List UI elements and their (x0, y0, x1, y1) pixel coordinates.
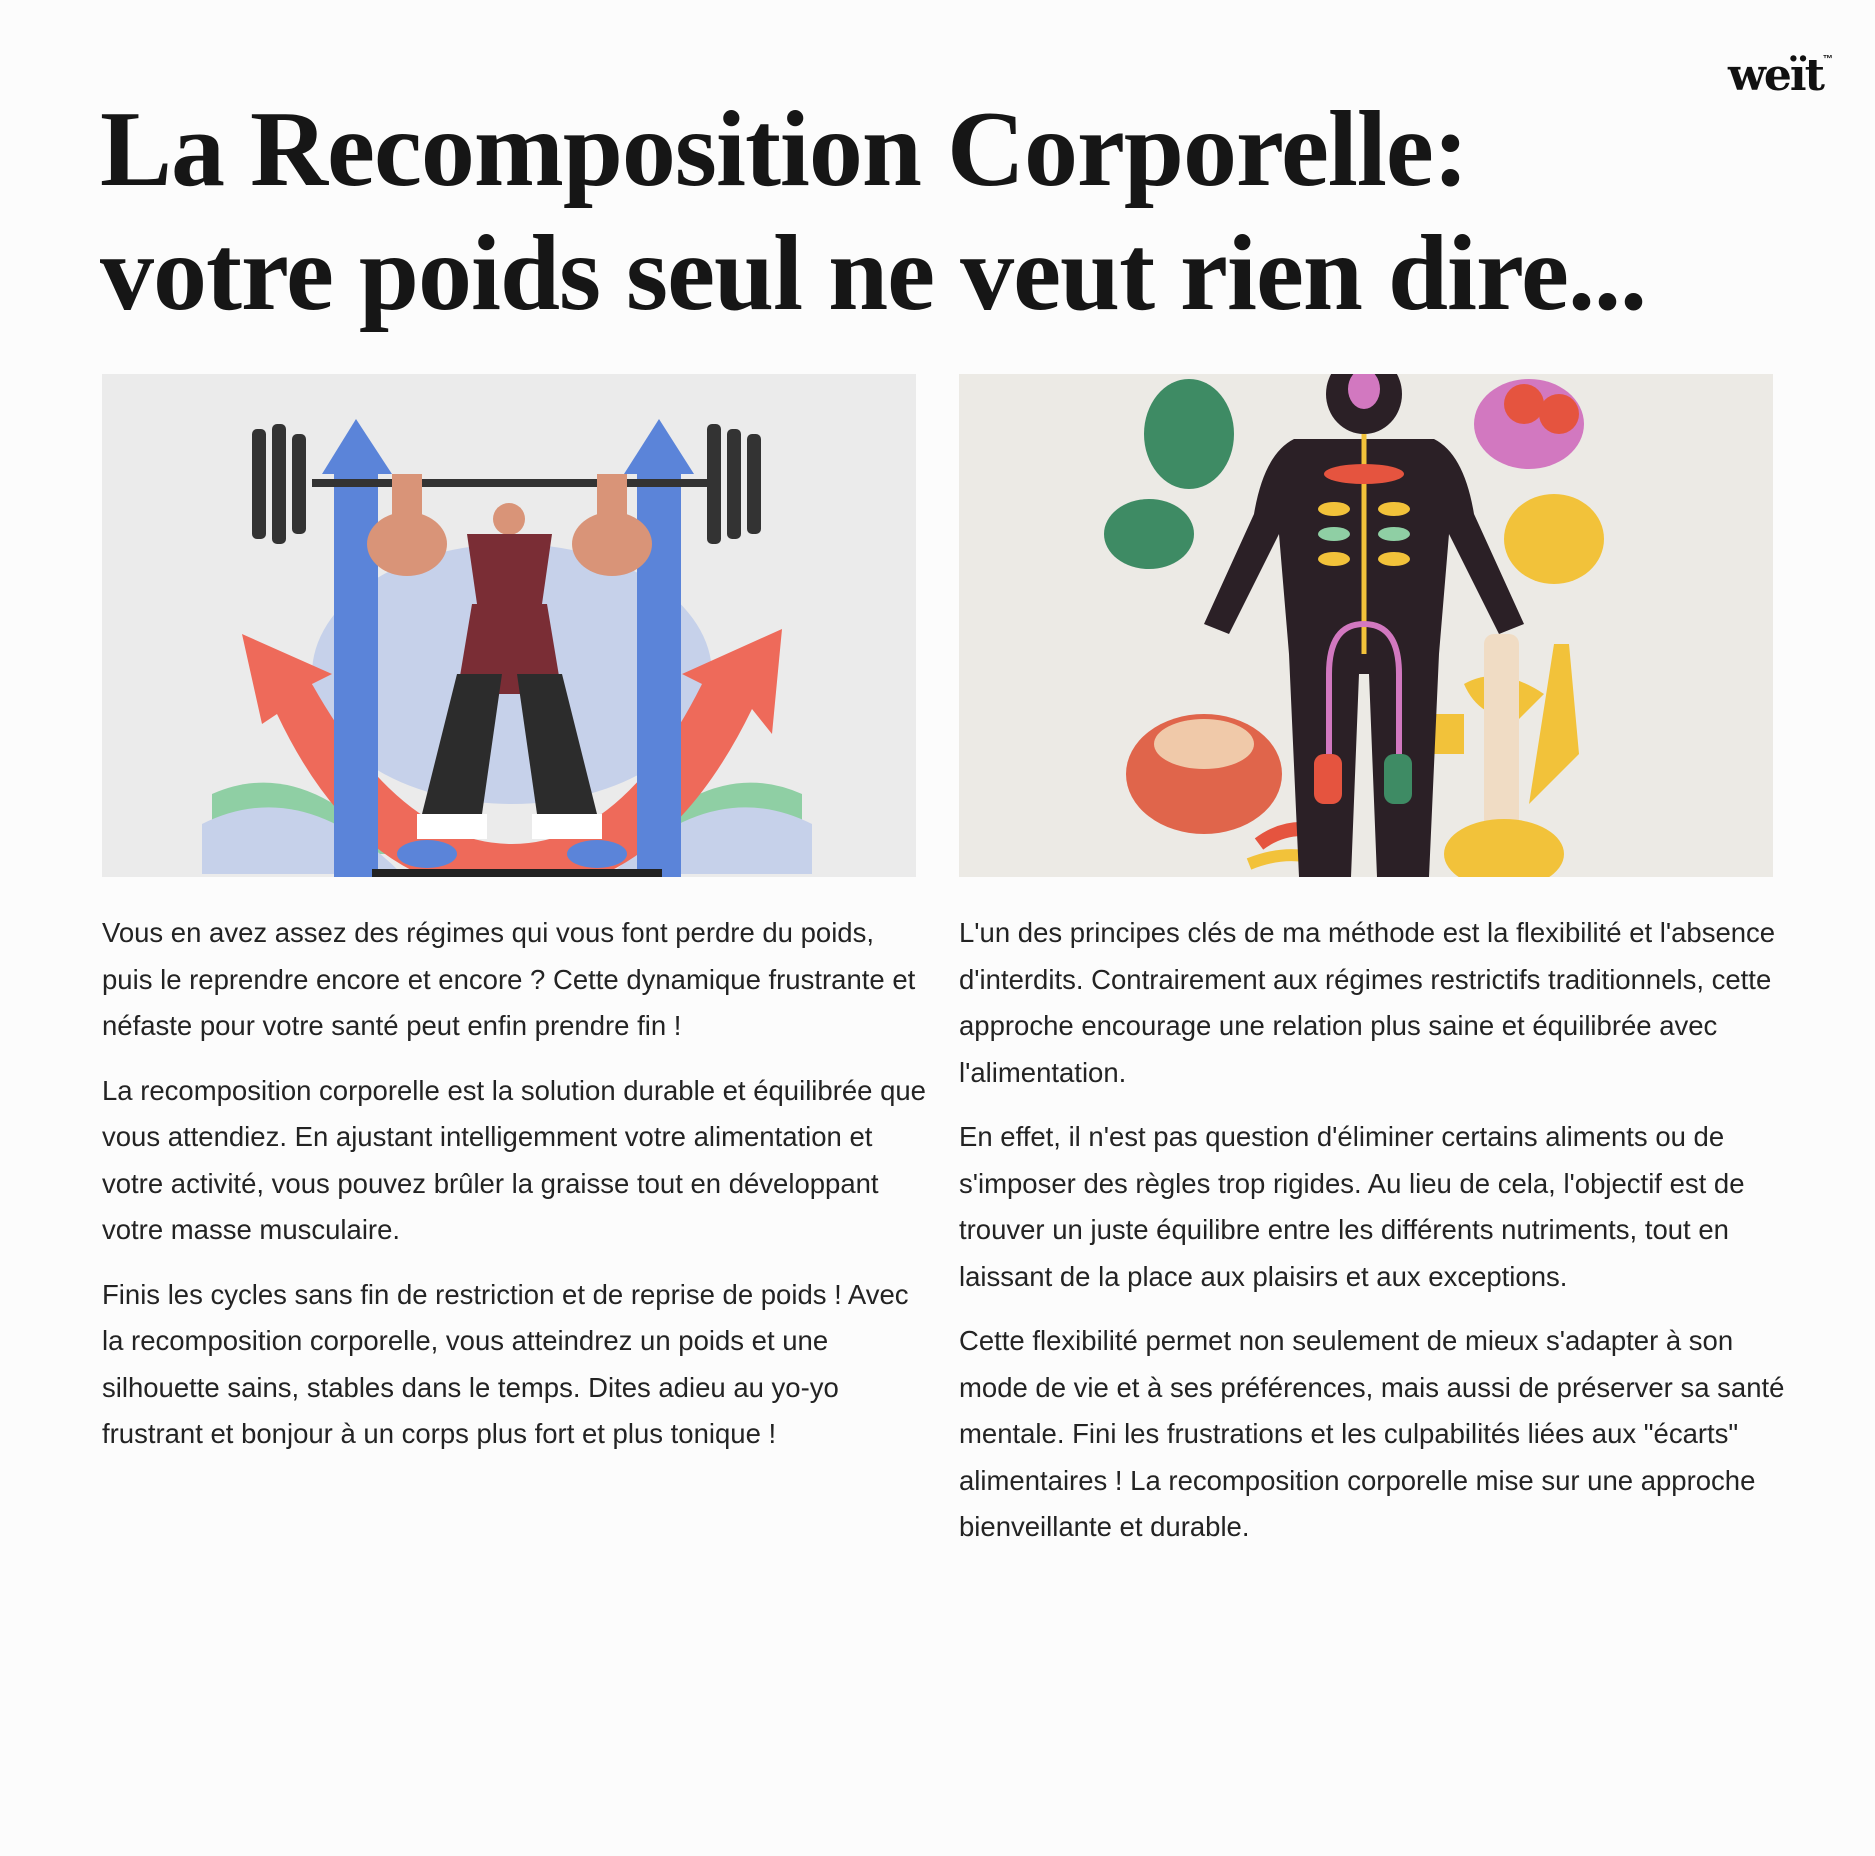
left-column (102, 910, 932, 1476)
page-title (100, 88, 1646, 336)
right-paragraph: Cette flexibilité permet non seulement de mieux s'adapter à son mode de vie et à ses préférences, mais aussi de préserver sa santé mentale. Fini les frustrations et les culpabilités liées aux "écarts" alimentaires ! La recomposition corporelle mise sur une approche bienveillante et durable. (959, 1325, 1785, 1542)
logo-text: weït (1728, 50, 1823, 101)
brand-logo (1728, 50, 1833, 101)
right-column (959, 910, 1789, 1569)
trademark: ™ (1822, 54, 1833, 65)
anatomy-icon (959, 374, 1773, 877)
right-paragraph: En effet, il n'est pas question d'éliminer certains aliments ou de s'imposer des règles trop rigides. Au lieu de cela, l'objectif est de trouver un juste équilibre entre les différents nutriments, tout en laissant de la place aux plaisirs et aux exceptions. (959, 1121, 1745, 1292)
left-paragraph: Vous en avez assez des régimes qui vous font perdre du poids, puis le reprendre encore et encore ? Cette dynamique frustrante et néfaste pour votre santé peut enfin prendre fin ! (102, 917, 916, 1041)
right-paragraph: L'un des principes clés de ma méthode est la flexibilité et l'absence d'interdits. Contrairement aux régimes restrictifs traditionnels, cette approche encourage une relation plus saine et équilibrée avec l'alimentation. (959, 917, 1776, 1088)
left-paragraph: La recomposition corporelle est la solution durable et équilibrée que vous attendiez. En ajustant intelligemment votre alimentation et votre activité, vous pouvez brûler la graisse tout en développant votre masse musculaire. (102, 1074, 926, 1245)
title-line-2: votre poids seul ne veut rien dire... (100, 214, 1646, 333)
title-line-1: La Recomposition Corporelle: (100, 90, 1468, 209)
weightlifter-illustration (102, 374, 916, 877)
body-anatomy-illustration (959, 374, 1773, 877)
weightlifter-icon (102, 374, 916, 877)
left-paragraph: Finis les cycles sans fin de restriction et de reprise de poids ! Avec la recomposition corporelle, vous atteindrez un poids et une silhouette sains, stables dans le temps. Dites adieu au yo-yo frustrant et bonjour à un corps plus fort et plus tonique ! (102, 1278, 909, 1449)
